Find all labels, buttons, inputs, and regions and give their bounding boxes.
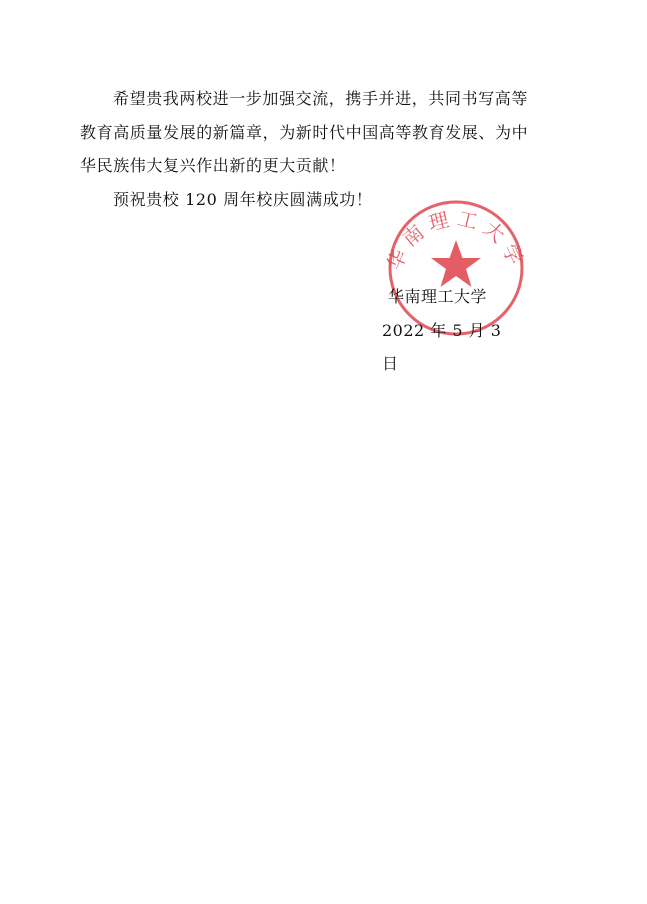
closing-wish: 预祝贵校 120 周年校庆圆满成功！ xyxy=(113,189,373,209)
paragraph-line-3: 华民族伟大复兴作出新的更大贡献！ xyxy=(80,156,346,175)
seal-arc-text: 华南理工大学 xyxy=(381,206,530,274)
signing-date: 2022 年 5 月 3 日 xyxy=(382,320,502,373)
letter-body xyxy=(80,82,580,216)
signing-institution: 华南理工大学 xyxy=(388,287,488,306)
signature-block xyxy=(372,280,522,381)
paragraph-line-1: 希望贵我两校进一步加强交流，携手并进，共同书写高等 xyxy=(113,89,529,108)
paragraph-line-2: 教育高质量发展的新篇章，为新时代中国高等教育发展、为中 xyxy=(80,122,529,142)
